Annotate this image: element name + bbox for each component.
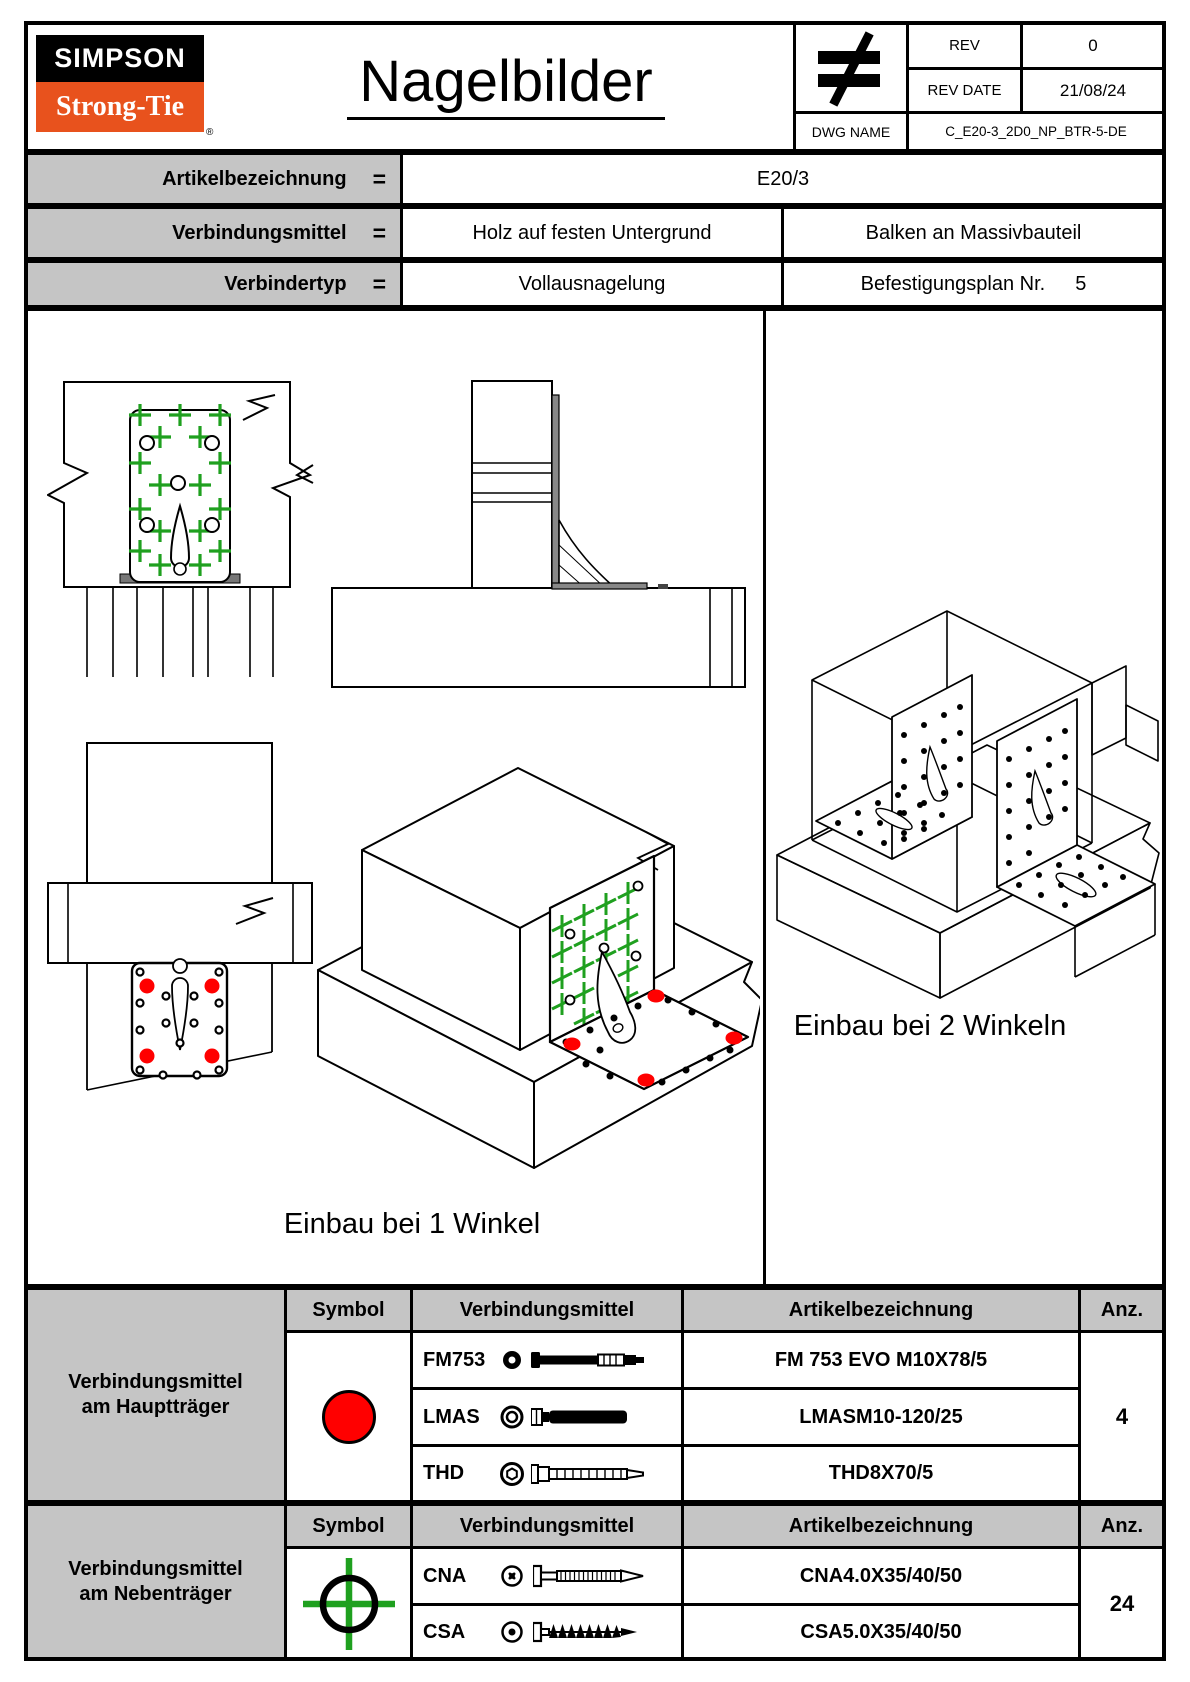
main-member-table	[24, 1287, 1166, 1503]
not-equal-icon	[796, 24, 906, 111]
info-value-artikel: E20/3	[756, 167, 810, 190]
lmas-washer-icon	[499, 1404, 525, 1430]
info-value-balken: Balken an Massivbauteil	[865, 221, 1082, 244]
main-member-qty: 4	[1115, 1403, 1129, 1429]
iso-two-brackets-drawing	[772, 565, 1160, 1005]
article-csa: CSA5.0X35/40/50	[800, 1620, 962, 1643]
red-dot-icon	[322, 1390, 376, 1444]
plan-label: Befestigungsplan Nr.	[860, 272, 1046, 295]
rev-date-value: 21/08/24	[1059, 80, 1127, 100]
info-row-artikel	[24, 152, 1166, 206]
article-fm753: FM 753 EVO M10X78/5	[774, 1348, 988, 1371]
cna-head-icon	[499, 1563, 525, 1589]
caption-one-bracket: Einbau bei 1 Winkel	[283, 1208, 541, 1240]
dwg-name-label: DWG NAME	[811, 123, 891, 140]
info-row-verbindungsmittel	[24, 206, 1166, 260]
green-crosshair-icon	[301, 1556, 397, 1652]
secondary-member-table-label: Verbindungsmittel am Nebenträger	[27, 1506, 284, 1658]
rev-date-label: REV DATE	[927, 82, 1002, 99]
info-label-verbindungsmittel: Verbindungsmittel =	[27, 209, 403, 257]
info-row-verbindertyp	[24, 260, 1166, 308]
col-header-qty: Anz.	[1100, 1298, 1144, 1321]
info-label-verbindertyp: Verbindertyp =	[27, 263, 403, 305]
row-thd: THD	[413, 1447, 681, 1500]
caption-two-brackets: Einbau bei 2 Winkeln	[793, 1010, 1067, 1042]
row-cna: CNA	[413, 1549, 681, 1603]
info-value-untergrund: Holz auf festen Untergrund	[403, 209, 784, 257]
thd-washer-icon	[499, 1461, 525, 1487]
info-label-artikel: Artikelbezeichnung =	[27, 155, 403, 203]
drawing-divider	[763, 311, 766, 1284]
col-header-qty-2: Anz.	[1100, 1514, 1144, 1537]
csa-head-icon	[499, 1619, 525, 1645]
fm753-bolt-icon	[531, 1347, 649, 1373]
top-view-drawing	[40, 738, 320, 1100]
col-header-connector: Verbindungsmittel	[459, 1298, 635, 1321]
plan-number: 5	[1075, 272, 1087, 295]
drawing-area	[24, 308, 1166, 1287]
article-lmas: LMASM10-120/25	[799, 1405, 963, 1428]
registered-mark: ®	[206, 127, 214, 138]
col-header-connector-2: Verbindungsmittel	[459, 1514, 635, 1537]
row-lmas: LMAS	[413, 1390, 681, 1444]
title-block	[24, 21, 1166, 152]
csa-screw-icon	[533, 1619, 648, 1645]
side-view-drawing	[285, 355, 757, 690]
article-thd: THD8X70/5	[828, 1462, 934, 1484]
cna-nail-icon	[533, 1563, 648, 1589]
brand-bottom-text: Strong-Tie	[55, 91, 185, 122]
article-cna: CNA4.0X35/40/50	[799, 1564, 963, 1587]
main-member-table-label: Verbindungsmittel am Hauptträger	[27, 1290, 284, 1500]
col-header-article: Artikelbezeichnung	[788, 1298, 974, 1321]
info-value-plan	[784, 263, 1163, 305]
main-member-symbol	[287, 1333, 410, 1500]
secondary-member-qty: 24	[1109, 1590, 1135, 1616]
secondary-member-table	[24, 1503, 1166, 1661]
page-title: Nagelbilder	[347, 53, 664, 120]
info-value-nagelung: Vollausnagelung	[403, 263, 784, 305]
fm753-washer-icon	[499, 1347, 525, 1373]
rev-label: REV	[949, 37, 980, 54]
iso-one-bracket-drawing	[300, 690, 760, 1195]
lmas-anchor-icon	[531, 1404, 643, 1430]
row-fm753: FM753	[413, 1333, 681, 1387]
col-header-symbol-2: Symbol	[312, 1514, 385, 1537]
thd-screw-icon	[531, 1461, 649, 1487]
simpson-wordmark	[36, 35, 204, 82]
brand-top-text: SIMPSON	[54, 43, 186, 73]
secondary-member-symbol	[287, 1549, 410, 1658]
rev-value: 0	[1088, 35, 1098, 55]
row-csa: CSA	[413, 1606, 681, 1658]
col-header-symbol: Symbol	[312, 1298, 385, 1321]
col-header-article-2: Artikelbezeichnung	[788, 1514, 974, 1537]
strongtie-wordmark	[36, 82, 204, 132]
dwg-name-value: C_E20-3_2D0_NP_BTR-5-DE	[945, 124, 1127, 139]
page-title-wrap	[223, 24, 789, 149]
